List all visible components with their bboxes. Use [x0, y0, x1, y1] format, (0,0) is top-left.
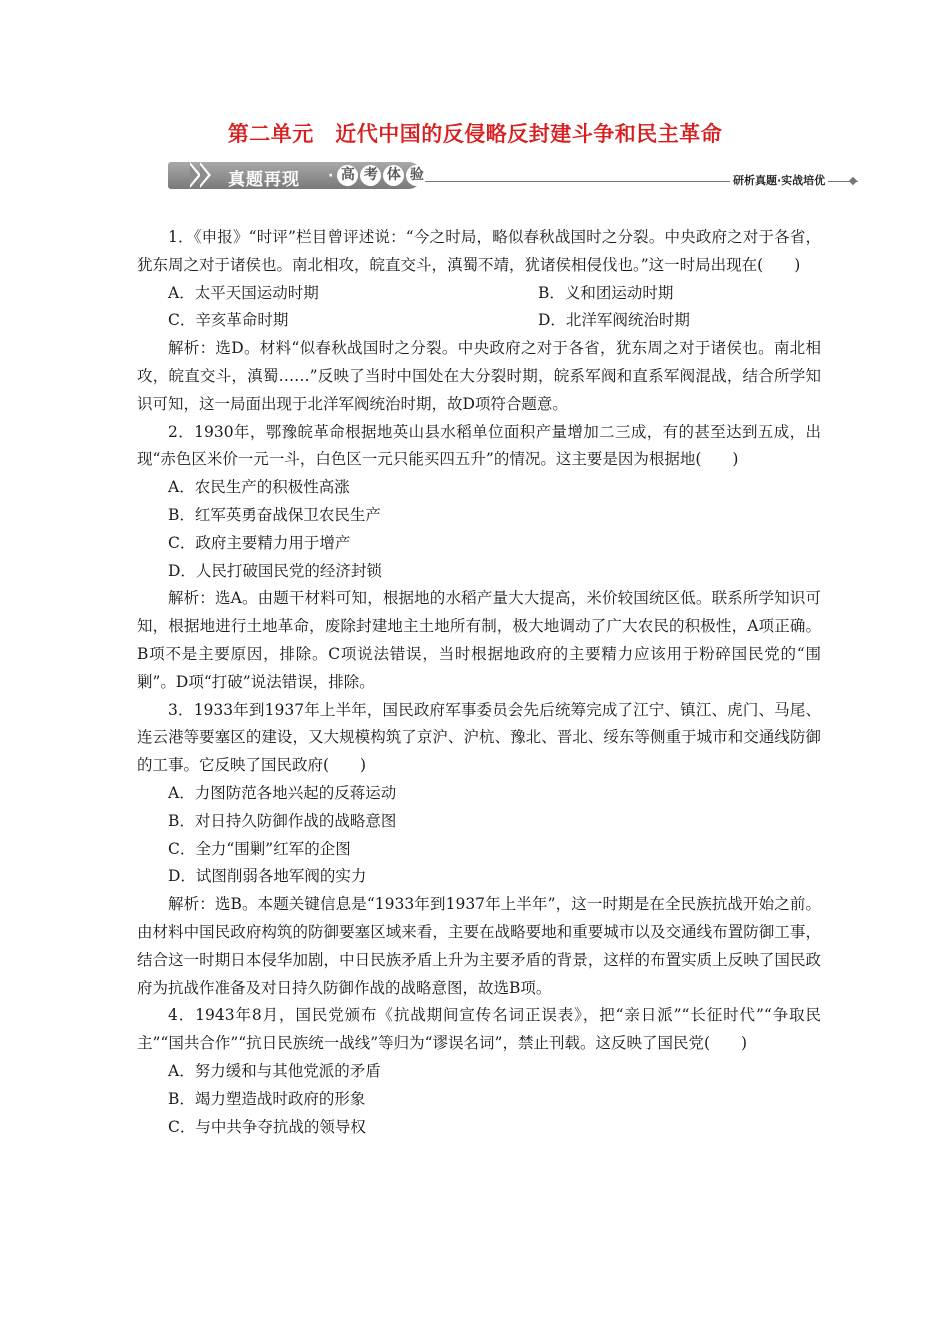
unit-title: 第二单元 近代中国的反侵略反封建斗争和民主革命: [227, 122, 723, 146]
option-c: C．辛亥革命时期: [168, 311, 289, 330]
banner-separator: ·: [328, 167, 334, 184]
badge-char: 体: [383, 165, 404, 186]
question-4-stem: 4．1943年8月，国民党颁布《抗战期间宣传名词正误表》，把“亲日派”“长征时代”“争取民主”“国共合作”“抗日民族统一战线”等归为“谬误名词”，禁止刊载。这反映了国民党( ): [137, 1006, 821, 1053]
question-1-analysis: 解析：选D。材料“似春秋战国时之分裂。中央政府之对于各省，犹东周之对于诸侯也。南北相攻，皖直交斗，滇蜀……”反映了当时中国处在大分裂时期，皖系军阀和直系军阀混战，结合所学知识可知，这一局面出现于北洋军阀统治时期，故D项符合题意。: [137, 339, 821, 413]
option-d: D．人民打破国民党的经济封锁: [168, 561, 382, 580]
badge-char: 验: [406, 165, 427, 186]
option-b: B．对日持久防御作战的战略意图: [168, 811, 397, 830]
rule-end-diamond-icon: [849, 177, 857, 185]
option-b: B．竭力塑造战时政府的形象: [168, 1089, 366, 1108]
question-2-analysis: 解析：选A。由题干材料可知，根据地的水稻产量大大提高，米价较国统区低。联系所学知识可知，根据地进行土地革命，废除封建地主土地所有制，极大地调动了广大农民的积极性，A项正确。B项不是主要原因，排除。C项说法错误，当时根据地政府的主要精力应该用于粉碎国民党的“围剿”。D项“打破”说法错误，排除。: [137, 589, 821, 691]
banner-label: 真题再现: [228, 170, 300, 190]
badge-char: 考: [360, 165, 381, 186]
option-c: C．政府主要精力用于增产: [168, 533, 351, 552]
option-a: A．力图防范各地兴起的反蒋运动: [168, 783, 397, 802]
section-banner: [168, 162, 422, 189]
badge-char: 高: [337, 165, 358, 186]
section-tag: 研析真题·实战培优: [730, 172, 828, 188]
question-3-stem: 3．1933年到1937年上半年，国民政府军事委员会先后统筹完成了江宁、镇江、虎门、马尾、连云港等要塞区的建设，又大规模构筑了京沪、沪杭、豫北、晋北、绥东等侧重于城市和交通线防御的工事。它反映了国民政府( ): [137, 700, 821, 775]
option-d: D．北洋军阀统治时期: [538, 311, 690, 330]
option-a: A．农民生产的积极性高涨: [168, 478, 350, 497]
option-b: B．红军英勇奋战保卫农民生产: [168, 505, 381, 524]
question-1-options-row-2: [137, 307, 821, 335]
question-1-stem: 1．《申报》“时评”栏目曾评述说：“今之时局，略似春秋战国时之分裂。中央政府之对于各省，犹东周之对于诸侯也。南北相攻，皖直交斗，滇蜀不靖，犹诸侯相侵伐也。”这一时局出现在( ): [137, 228, 821, 274]
option-c: C．与中共争夺抗战的领导权: [168, 1117, 366, 1136]
option-c: C．全力“围剿”红军的企图: [168, 839, 351, 858]
option-a: A．太平天国运动时期: [168, 283, 319, 302]
banner-badges: [328, 163, 429, 188]
option-b: B．义和团运动时期: [538, 283, 674, 302]
option-a: A．努力缓和与其他党派的矛盾: [168, 1061, 381, 1080]
option-d: D．试图削弱各地军阀的实力: [168, 867, 367, 886]
question-2-stem: 2．1930年，鄂豫皖革命根据地英山县水稻单位面积产量增加二三成，有的甚至达到五成，出现“赤色区米价一元一斗，白色区一元只能买四五升”的情况。这主要是因为根据地( ): [137, 422, 821, 469]
question-1-options-row-1: [137, 280, 821, 308]
question-3-analysis: 解析：选B。本题关键信息是“1933年到1937年上半年”，这一时期是在全民族抗战开始之前。由材料中国民政府构筑的防御要塞区域来看，主要在战略要地和重要城市以及交通线布置防御工事，结合这一时期日本侵华加剧，中日民族矛盾上升为主要矛盾的背景，这样的布置实质上反映了国民政府为抗战作准备及对日持久防御作战的战略意图，故选B项。: [137, 895, 821, 997]
question-list: [137, 224, 821, 1141]
